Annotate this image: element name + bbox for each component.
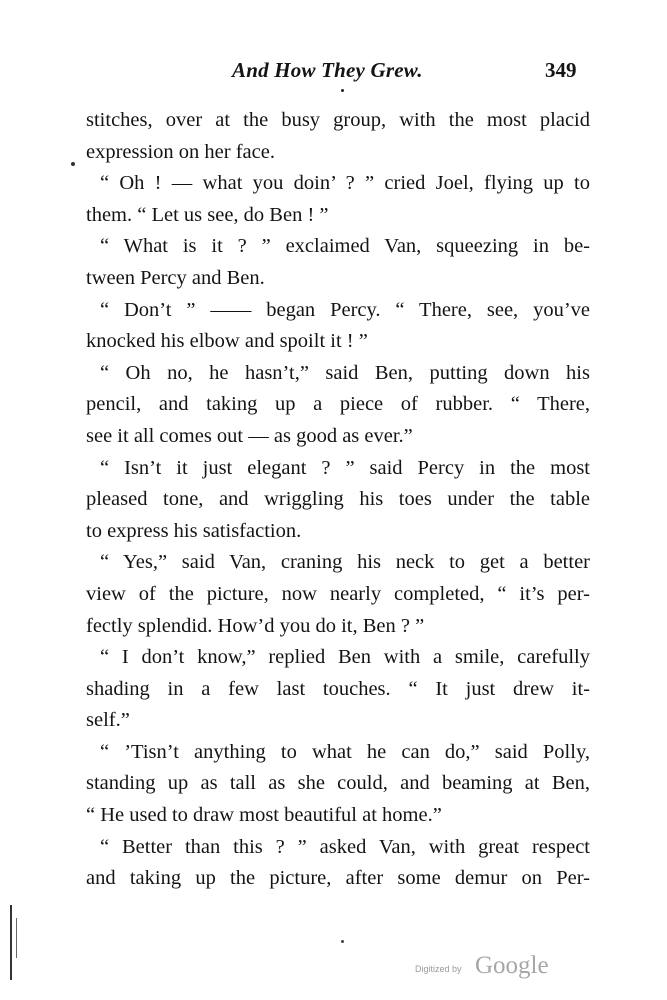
google-logo: Google [475, 952, 549, 979]
text-line: “ He used to draw most beautiful at home.” [86, 804, 442, 827]
text-line: knocked his elbow and spoilt it ! ” [86, 330, 368, 353]
text-line: “ Oh ! — what you doin’ ? ” cried Joel, flying up to [100, 172, 590, 195]
text-line: and taking up the picture, after some demur on Per- [86, 867, 590, 890]
header-dot-mark [341, 89, 344, 92]
page-header [0, 58, 667, 88]
scan-edge-mark [10, 905, 12, 980]
text-line: “ Oh no, he hasn’t,” said Ben, putting down his [100, 361, 590, 384]
scan-edge-mark [16, 918, 17, 958]
text-line: “ Don’t ” —— began Percy. “ There, see, you’ve [100, 298, 590, 321]
text-line: “ Yes,” said Van, craning his neck to get a better [100, 551, 590, 574]
text-line: “ ’Tisn’t anything to what he can do,” said Polly, [100, 740, 590, 763]
text-line: “ Isn’t it just elegant ? ” said Percy in the most [100, 456, 590, 479]
text-line: “ What is it ? ” exclaimed Van, squeezing in be- [100, 235, 590, 258]
footer-dot-mark [341, 940, 344, 943]
text-line: stitches, over at the busy group, with the most placid [86, 109, 590, 131]
text-line: see it all comes out — as good as ever.” [86, 424, 413, 447]
text-line: fectly splendid. How’d you do it, Ben ? ” [86, 614, 425, 637]
text-line: “ Better than this ? ” asked Van, with great respect [100, 835, 590, 858]
text-line: to express his satisfaction. [86, 519, 302, 542]
text-line: them. “ Let us see, do Ben ! ” [86, 203, 329, 226]
running-head: And How They Grew. [232, 58, 423, 82]
digitization-watermark [415, 952, 575, 980]
text-line: pencil, and taking up a piece of rubber. “ There, [86, 393, 590, 416]
text-line: tween Percy and Ben. [86, 266, 265, 289]
text-line: view of the picture, now nearly completed, “ it’s per- [86, 582, 590, 605]
text-line: standing up as tall as she could, and beaming at Ben, [86, 772, 590, 795]
page-number: 349 [545, 58, 577, 82]
digitized-by-label: Digitized by [415, 964, 462, 974]
text-line: expression on her face. [86, 140, 275, 163]
text-line: “ I don’t know,” replied Ben with a smile, carefully [100, 646, 590, 669]
text-line: shading in a few last touches. “ It just drew it- [86, 677, 590, 700]
margin-mark [71, 162, 75, 166]
text-line: pleased tone, and wriggling his toes under the table [86, 488, 590, 511]
body-text [86, 105, 590, 895]
text-line: self.” [86, 709, 130, 732]
